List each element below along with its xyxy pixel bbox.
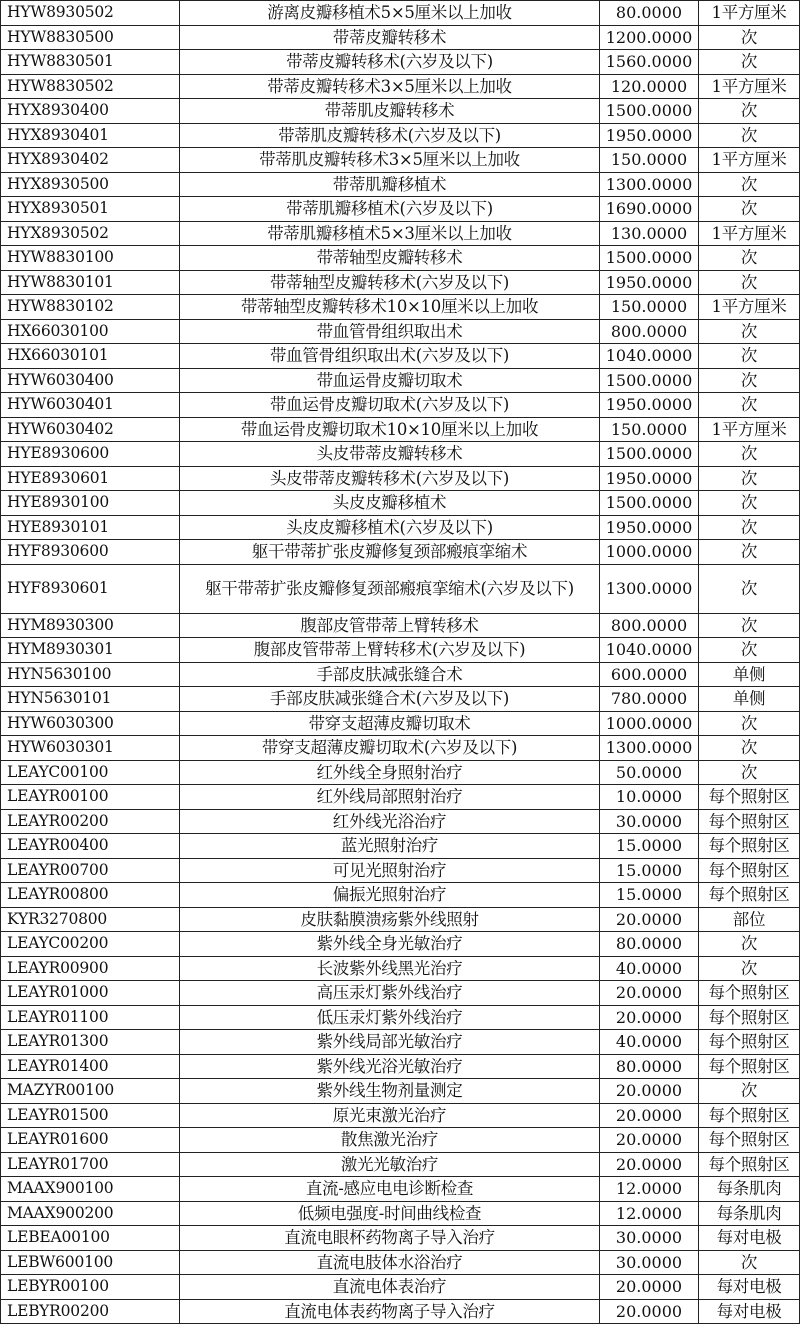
table-row [1,466,800,491]
item-unit-cell: 次 [699,466,800,491]
table-row [1,1005,800,1030]
item-price-cell: 1040.0000 [600,344,699,369]
item-price-cell: 80.0000 [600,1,699,26]
item-unit-cell: 次 [699,172,800,197]
item-code-cell: LEAYC00100 [1,760,180,785]
table-row [1,515,800,540]
item-price-cell: 1040.0000 [600,638,699,663]
item-price-cell: 20.0000 [600,1103,699,1128]
item-price-cell: 600.0000 [600,662,699,687]
item-unit-cell: 次 [699,25,800,50]
table-row [1,1103,800,1128]
item-name-cell: 紫外线局部光敏治疗 [180,1030,600,1055]
table-row [1,246,800,271]
item-code-cell: LEBYR00100 [1,1275,180,1300]
item-name-cell: 带蒂肌皮瓣转移术(六岁及以下) [180,123,600,148]
item-name-cell: 长波紫外线黑光治疗 [180,956,600,981]
item-name-cell: 带蒂轴型皮瓣转移术 [180,246,600,271]
table-row [1,1152,800,1177]
item-price-cell: 1300.0000 [600,564,699,613]
item-name-cell: 直流电肢体水浴治疗 [180,1250,600,1275]
item-unit-cell: 次 [699,344,800,369]
item-price-cell: 1950.0000 [600,466,699,491]
item-unit-cell: 1平方厘米 [699,74,800,99]
table-row [1,785,800,810]
item-price-cell: 20.0000 [600,1128,699,1153]
item-code-cell: HYM8930300 [1,613,180,638]
item-unit-cell: 1平方厘米 [699,295,800,320]
item-name-cell: 红外线光浴治疗 [180,809,600,834]
item-name-cell: 带蒂皮瓣转移术3×5厘米以上加收 [180,74,600,99]
item-code-cell: LEAYR00100 [1,785,180,810]
item-unit-cell: 每个照射区 [699,785,800,810]
item-name-cell: 高压汞灯紫外线治疗 [180,981,600,1006]
table-row [1,1177,800,1202]
item-unit-cell: 次 [699,1250,800,1275]
item-code-cell: HYW8830101 [1,270,180,295]
item-name-cell: 带蒂肌瓣移植术5×3厘米以上加收 [180,221,600,246]
item-unit-cell: 每个照射区 [699,809,800,834]
item-unit-cell: 每对电极 [699,1275,800,1300]
table-row [1,1079,800,1104]
item-name-cell: 红外线全身照射治疗 [180,760,600,785]
item-unit-cell: 每个照射区 [699,1030,800,1055]
table-row [1,932,800,957]
item-unit-cell: 次 [699,123,800,148]
table-row [1,834,800,859]
item-code-cell: HYE8930101 [1,515,180,540]
item-name-cell: 带蒂皮瓣转移术(六岁及以下) [180,50,600,75]
table-row [1,1030,800,1055]
item-name-cell: 直流电眼杯药物离子导入治疗 [180,1226,600,1251]
table-row [1,907,800,932]
item-code-cell: HX66030101 [1,344,180,369]
item-name-cell: 躯干带蒂扩张皮瓣修复颈部瘢痕挛缩术 [180,540,600,565]
item-code-cell: LEAYR01400 [1,1054,180,1079]
item-unit-cell: 每个照射区 [699,1005,800,1030]
item-code-cell: HYW8930502 [1,1,180,26]
table-row [1,74,800,99]
item-price-cell: 1560.0000 [600,50,699,75]
item-price-cell: 1500.0000 [600,442,699,467]
table-row [1,491,800,516]
item-unit-cell: 次 [699,711,800,736]
item-name-cell: 直流-感应电电诊断检查 [180,1177,600,1202]
table-row [1,1,800,26]
item-price-cell: 20.0000 [600,1275,699,1300]
item-unit-cell: 每条肌肉 [699,1201,800,1226]
item-unit-cell: 次 [699,246,800,271]
item-unit-cell: 次 [699,270,800,295]
item-code-cell: HYX8930501 [1,197,180,222]
item-price-cell: 1690.0000 [600,197,699,222]
item-name-cell: 带穿支超薄皮瓣切取术 [180,711,600,736]
item-price-cell: 12.0000 [600,1177,699,1202]
item-name-cell: 直流电体表药物离子导入治疗 [180,1299,600,1324]
item-unit-cell: 每个照射区 [699,1128,800,1153]
item-unit-cell: 每对电极 [699,1299,800,1324]
item-price-cell: 40.0000 [600,1030,699,1055]
item-price-cell: 20.0000 [600,1299,699,1324]
table-row [1,50,800,75]
item-name-cell: 手部皮肤减张缝合术 [180,662,600,687]
item-price-cell: 1950.0000 [600,393,699,418]
table-row [1,442,800,467]
price-table-body [1,1,800,1324]
item-name-cell: 低压汞灯紫外线治疗 [180,1005,600,1030]
item-unit-cell: 次 [699,638,800,663]
item-price-cell: 1300.0000 [600,172,699,197]
item-name-cell: 紫外线生物剂量测定 [180,1079,600,1104]
table-row [1,711,800,736]
item-name-cell: 躯干带蒂扩张皮瓣修复颈部瘢痕挛缩术(六岁及以下) [180,564,600,613]
item-code-cell: HYX8930502 [1,221,180,246]
item-name-cell: 皮肤黏膜溃疡紫外线照射 [180,907,600,932]
item-code-cell: HYW6030301 [1,736,180,761]
item-unit-cell: 次 [699,393,800,418]
item-name-cell: 头皮带蒂皮瓣转移术 [180,442,600,467]
table-row [1,760,800,785]
item-price-cell: 1500.0000 [600,99,699,124]
table-row [1,221,800,246]
item-price-cell: 50.0000 [600,760,699,785]
item-code-cell: LEAYR01700 [1,1152,180,1177]
item-code-cell: MAZYR00100 [1,1079,180,1104]
item-unit-cell: 每个照射区 [699,1152,800,1177]
item-code-cell: LEBYR00200 [1,1299,180,1324]
table-row [1,270,800,295]
item-price-cell: 150.0000 [600,417,699,442]
item-code-cell: LEBEA00100 [1,1226,180,1251]
item-unit-cell: 次 [699,760,800,785]
item-code-cell: LEAYR00900 [1,956,180,981]
item-name-cell: 带蒂肌皮瓣转移术3×5厘米以上加收 [180,148,600,173]
item-code-cell: LEAYR00700 [1,858,180,883]
item-code-cell: KYR3270800 [1,907,180,932]
table-row [1,981,800,1006]
item-code-cell: HYW6030401 [1,393,180,418]
item-name-cell: 带穿支超薄皮瓣切取术(六岁及以下) [180,736,600,761]
item-unit-cell: 每对电极 [699,1226,800,1251]
table-row [1,687,800,712]
item-name-cell: 红外线局部照射治疗 [180,785,600,810]
item-name-cell: 散焦激光治疗 [180,1128,600,1153]
item-price-cell: 1000.0000 [600,711,699,736]
item-price-cell: 20.0000 [600,1152,699,1177]
table-row [1,1054,800,1079]
item-name-cell: 带血运骨皮瓣切取术(六岁及以下) [180,393,600,418]
item-name-cell: 偏振光照射治疗 [180,883,600,908]
table-row [1,1226,800,1251]
item-code-cell: HYX8930402 [1,148,180,173]
item-unit-cell: 次 [699,932,800,957]
item-unit-cell: 1平方厘米 [699,1,800,26]
item-code-cell: HYW8830501 [1,50,180,75]
item-price-cell: 800.0000 [600,319,699,344]
item-name-cell: 腹部皮管带蒂上臂转移术 [180,613,600,638]
item-code-cell: LEAYR01000 [1,981,180,1006]
item-price-cell: 20.0000 [600,907,699,932]
item-code-cell: HYW6030400 [1,368,180,393]
item-price-cell: 1500.0000 [600,246,699,271]
item-price-cell: 1300.0000 [600,736,699,761]
item-price-cell: 20.0000 [600,1079,699,1104]
item-unit-cell: 次 [699,515,800,540]
item-code-cell: MAAX900100 [1,1177,180,1202]
item-code-cell: HYF8930601 [1,564,180,613]
table-row [1,393,800,418]
item-unit-cell: 次 [699,736,800,761]
table-row [1,809,800,834]
item-unit-cell: 次 [699,540,800,565]
table-row [1,736,800,761]
item-name-cell: 带蒂肌瓣移植术 [180,172,600,197]
table-row [1,564,800,613]
item-name-cell: 手部皮肤减张缝合术(六岁及以下) [180,687,600,712]
item-name-cell: 带血管骨组织取出术(六岁及以下) [180,344,600,369]
item-code-cell: HYE8930100 [1,491,180,516]
item-price-cell: 15.0000 [600,883,699,908]
item-name-cell: 带蒂肌瓣移植术(六岁及以下) [180,197,600,222]
item-name-cell: 带蒂肌皮瓣转移术 [180,99,600,124]
item-name-cell: 带血运骨皮瓣切取术10×10厘米以上加收 [180,417,600,442]
item-price-cell: 12.0000 [600,1201,699,1226]
item-price-cell: 20.0000 [600,1005,699,1030]
item-code-cell: HYW8830102 [1,295,180,320]
item-code-cell: HYF8930600 [1,540,180,565]
item-unit-cell: 每个照射区 [699,834,800,859]
table-row [1,662,800,687]
item-name-cell: 腹部皮管带蒂上臂转移术(六岁及以下) [180,638,600,663]
item-price-cell: 80.0000 [600,932,699,957]
item-unit-cell: 每个照射区 [699,1103,800,1128]
item-price-cell: 30.0000 [600,1226,699,1251]
item-unit-cell: 单侧 [699,662,800,687]
item-price-cell: 15.0000 [600,858,699,883]
item-code-cell: LEBW600100 [1,1250,180,1275]
item-unit-cell: 次 [699,442,800,467]
item-price-cell: 30.0000 [600,809,699,834]
item-name-cell: 低频电强度-时间曲线检查 [180,1201,600,1226]
item-name-cell: 带血管骨组织取出术 [180,319,600,344]
item-name-cell: 可见光照射治疗 [180,858,600,883]
item-price-cell: 20.0000 [600,981,699,1006]
item-name-cell: 带血运骨皮瓣切取术 [180,368,600,393]
table-row [1,25,800,50]
item-price-cell: 120.0000 [600,74,699,99]
table-row [1,417,800,442]
item-name-cell: 直流电体表治疗 [180,1275,600,1300]
item-unit-cell: 次 [699,1079,800,1104]
item-unit-cell: 1平方厘米 [699,417,800,442]
table-row [1,295,800,320]
item-code-cell: HYE8930600 [1,442,180,467]
table-row [1,858,800,883]
item-code-cell: HX66030100 [1,319,180,344]
item-price-cell: 1950.0000 [600,515,699,540]
table-row [1,613,800,638]
item-name-cell: 紫外线全身光敏治疗 [180,932,600,957]
item-unit-cell: 次 [699,99,800,124]
table-row [1,172,800,197]
item-unit-cell: 次 [699,613,800,638]
table-row [1,540,800,565]
table-row [1,1299,800,1324]
item-code-cell: HYN5630101 [1,687,180,712]
item-unit-cell: 次 [699,319,800,344]
item-code-cell: LEAYR01300 [1,1030,180,1055]
item-code-cell: LEAYR00800 [1,883,180,908]
item-name-cell: 头皮带蒂皮瓣转移术(六岁及以下) [180,466,600,491]
table-row [1,1250,800,1275]
item-code-cell: HYX8930401 [1,123,180,148]
item-code-cell: HYW8830100 [1,246,180,271]
item-code-cell: LEAYC00200 [1,932,180,957]
item-code-cell: LEAYR01600 [1,1128,180,1153]
table-row [1,956,800,981]
item-price-cell: 780.0000 [600,687,699,712]
item-unit-cell: 每个照射区 [699,981,800,1006]
item-unit-cell: 次 [699,197,800,222]
item-code-cell: HYE8930601 [1,466,180,491]
item-price-cell: 1950.0000 [600,123,699,148]
item-price-cell: 80.0000 [600,1054,699,1079]
item-code-cell: LEAYR00200 [1,809,180,834]
item-code-cell: HYW8830502 [1,74,180,99]
item-price-cell: 150.0000 [600,295,699,320]
table-row [1,148,800,173]
table-row [1,638,800,663]
item-name-cell: 带蒂轴型皮瓣转移术(六岁及以下) [180,270,600,295]
item-price-cell: 1000.0000 [600,540,699,565]
table-row [1,99,800,124]
item-name-cell: 原光束激光治疗 [180,1103,600,1128]
item-price-cell: 10.0000 [600,785,699,810]
table-row [1,197,800,222]
item-name-cell: 头皮皮瓣移植术(六岁及以下) [180,515,600,540]
item-name-cell: 头皮皮瓣移植术 [180,491,600,516]
item-code-cell: HYX8930500 [1,172,180,197]
item-price-cell: 40.0000 [600,956,699,981]
item-unit-cell: 次 [699,956,800,981]
item-code-cell: HYW6030300 [1,711,180,736]
item-price-cell: 130.0000 [600,221,699,246]
item-code-cell: HYW8830500 [1,25,180,50]
item-unit-cell: 1平方厘米 [699,221,800,246]
item-unit-cell: 次 [699,564,800,613]
item-name-cell: 紫外线光浴光敏治疗 [180,1054,600,1079]
item-price-cell: 150.0000 [600,148,699,173]
table-row [1,123,800,148]
item-unit-cell: 每个照射区 [699,1054,800,1079]
item-price-cell: 800.0000 [600,613,699,638]
item-code-cell: HYW6030402 [1,417,180,442]
item-code-cell: LEAYR00400 [1,834,180,859]
item-price-cell: 30.0000 [600,1250,699,1275]
item-code-cell: HYX8930400 [1,99,180,124]
item-unit-cell: 次 [699,50,800,75]
item-price-cell: 15.0000 [600,834,699,859]
item-unit-cell: 每个照射区 [699,883,800,908]
item-price-cell: 1950.0000 [600,270,699,295]
table-row [1,1275,800,1300]
item-unit-cell: 每个照射区 [699,858,800,883]
item-unit-cell: 单侧 [699,687,800,712]
item-name-cell: 带蒂皮瓣转移术 [180,25,600,50]
item-code-cell: LEAYR01100 [1,1005,180,1030]
item-code-cell: MAAX900200 [1,1201,180,1226]
item-unit-cell: 1平方厘米 [699,148,800,173]
table-row [1,319,800,344]
item-code-cell: LEAYR01500 [1,1103,180,1128]
table-row [1,344,800,369]
table-row [1,883,800,908]
item-unit-cell: 次 [699,491,800,516]
item-code-cell: HYM8930301 [1,638,180,663]
item-unit-cell: 部位 [699,907,800,932]
item-name-cell: 激光光敏治疗 [180,1152,600,1177]
item-code-cell: HYN5630100 [1,662,180,687]
item-price-cell: 1200.0000 [600,25,699,50]
table-row [1,1128,800,1153]
table-row [1,368,800,393]
item-unit-cell: 每条肌肉 [699,1177,800,1202]
item-price-cell: 1500.0000 [600,491,699,516]
item-name-cell: 蓝光照射治疗 [180,834,600,859]
table-row [1,1201,800,1226]
item-name-cell: 带蒂轴型皮瓣转移术10×10厘米以上加收 [180,295,600,320]
item-unit-cell: 次 [699,368,800,393]
item-price-cell: 1500.0000 [600,368,699,393]
item-name-cell: 游离皮瓣移植术5×5厘米以上加收 [180,1,600,26]
